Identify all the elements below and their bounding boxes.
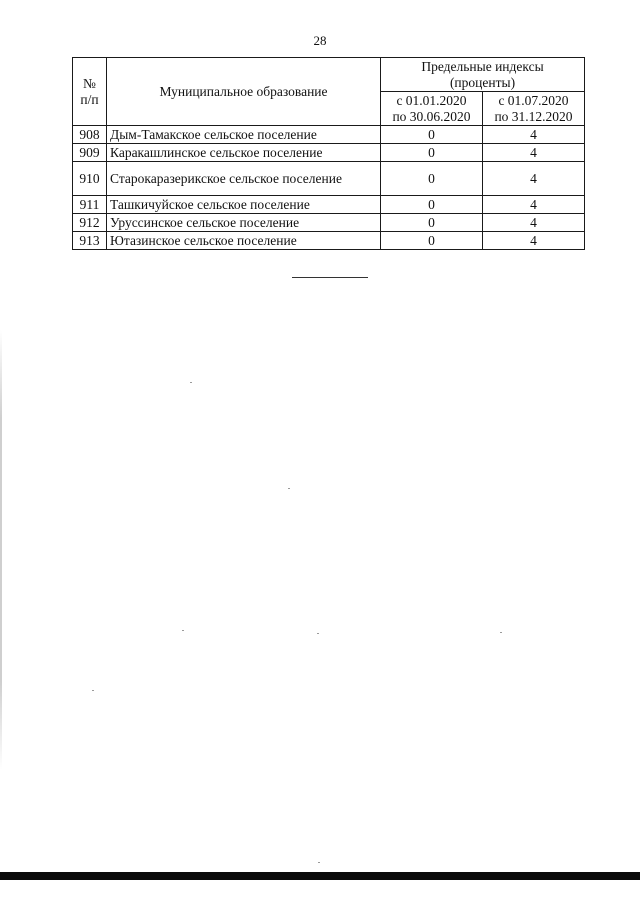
row-value-period-2: 4 (483, 144, 585, 162)
scan-speck (190, 382, 192, 383)
row-value-period-1: 0 (381, 162, 483, 196)
row-municipality: Дым-Тамакское сельское поселение (107, 126, 381, 144)
header-period-2: с 01.07.2020 по 31.12.2020 (483, 92, 585, 126)
table-row (73, 144, 585, 162)
end-separator-line (292, 277, 368, 278)
row-number: 912 (73, 214, 107, 232)
row-value-period-2: 4 (483, 214, 585, 232)
table-row (73, 126, 585, 144)
header-municipality: Муниципальное образование (107, 58, 381, 126)
table-header-row (73, 58, 585, 92)
row-municipality: Каракашлинское сельское поселение (107, 144, 381, 162)
row-number: 910 (73, 162, 107, 196)
header-number: № п/п (73, 58, 107, 126)
row-value-period-1: 0 (381, 144, 483, 162)
row-value-period-1: 0 (381, 126, 483, 144)
row-municipality: Ютазинское сельское поселение (107, 232, 381, 250)
row-number: 909 (73, 144, 107, 162)
table-row (73, 232, 585, 250)
row-value-period-1: 0 (381, 196, 483, 214)
page-number: 28 (313, 33, 327, 48)
row-value-period-1: 0 (381, 232, 483, 250)
scan-speck (92, 690, 94, 691)
row-value-period-2: 4 (483, 232, 585, 250)
row-municipality: Старокаразерикское сельское поселение (107, 162, 381, 196)
table-row (73, 196, 585, 214)
row-number: 911 (73, 196, 107, 214)
header-period-1: с 01.01.2020 по 30.06.2020 (381, 92, 483, 126)
row-municipality: Уруссинское сельское поселение (107, 214, 381, 232)
row-number: 908 (73, 126, 107, 144)
header-limit-indices: Предельные индексы (проценты) (381, 58, 585, 92)
row-value-period-2: 4 (483, 126, 585, 144)
scan-speck (317, 633, 319, 634)
row-value-period-1: 0 (381, 214, 483, 232)
row-number: 913 (73, 232, 107, 250)
scan-speck (500, 632, 502, 633)
table-row (73, 214, 585, 232)
scan-speck (318, 862, 320, 863)
municipal-indices-table (72, 57, 585, 250)
row-value-period-2: 4 (483, 162, 585, 196)
row-value-period-2: 4 (483, 196, 585, 214)
row-municipality: Ташкичуйское сельское поселение (107, 196, 381, 214)
scan-speck (288, 488, 290, 489)
table-row (73, 162, 585, 196)
scan-edge-shadow (0, 330, 2, 770)
scan-speck (182, 630, 184, 631)
scan-bottom-edge (0, 872, 640, 880)
